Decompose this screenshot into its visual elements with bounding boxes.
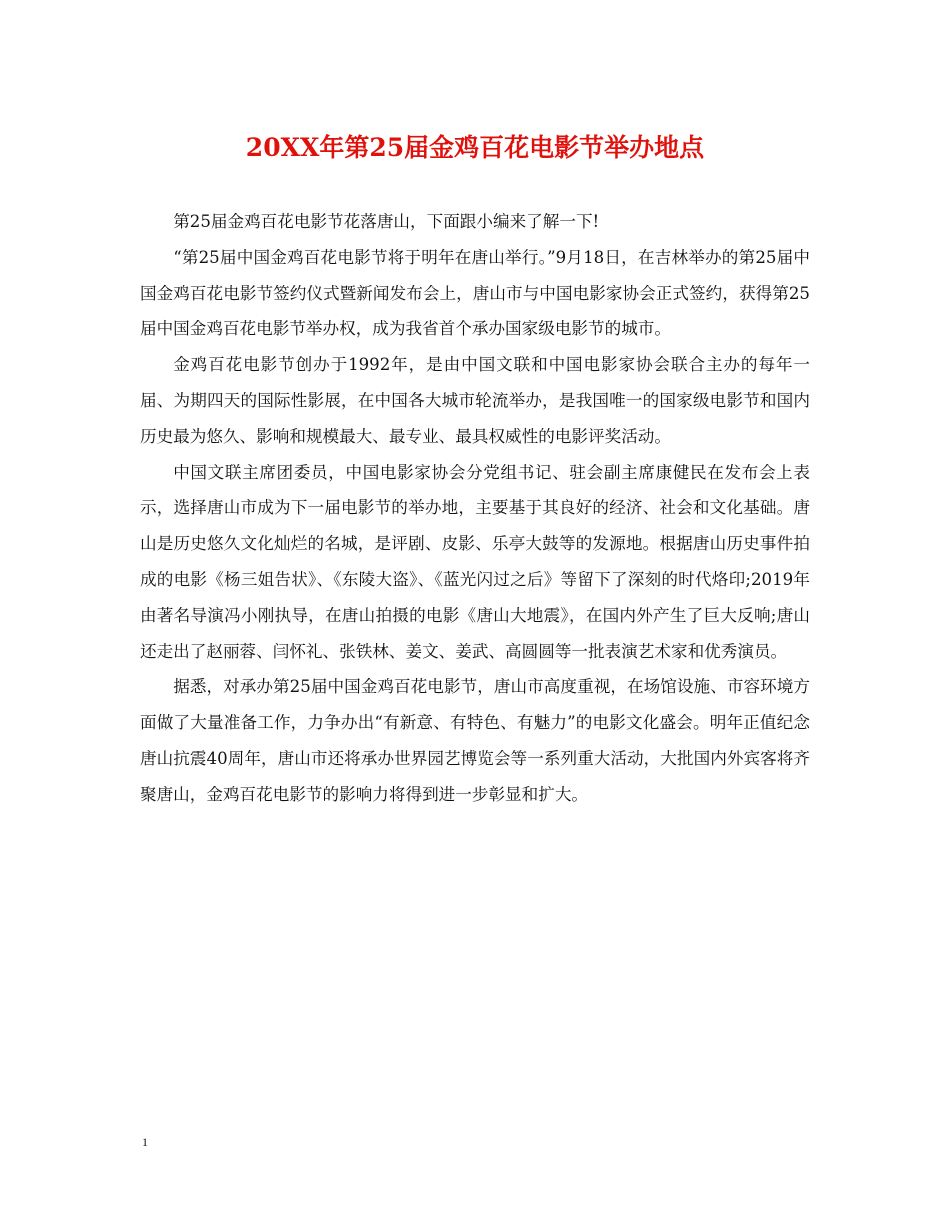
page-number: 1 [142,1135,148,1149]
paragraph-preparation: 据悉，对承办第25届中国金鸡百花电影节，唐山市高度重视，在场馆设施、市容环境方面做了大量准备工作，力争办出“有新意、有特色、有魅力”的电影文化盛会。明年正值纪念唐山抗震40周年，唐山市还将承办世界园艺博览会等一系列重大活动，大批国内外宾客将齐聚唐山，金鸡百花电影节的影响力将得到进一步彰显和扩大。 [140,677,810,804]
paragraph-intro: 第25届金鸡百花电影节花落唐山，下面跟小编来了解一下! [173,212,600,231]
paragraph-announcement: “第25届中国金鸡百花电影节将于明年在唐山举行。”9月18日，在吉林举办的第25届中国金鸡百花电影节签约仪式暨新闻发布会上，唐山市与中国电影家协会正式签约，获得第25届中国金鸡百花电影节举办权，成为我省首个承办国家级电影节的城市。 [140,247,810,339]
paragraph-history: 金鸡百花电影节创办于1992年，是由中国文联和中国电影家协会联合主办的每年一届、为期四天的国际性影展，在中国各大城市轮流举办，是我国唯一的国家级电影节和国内历史最为悠久、影响和规模最大、最专业、最具权威性的电影评奖活动。 [140,355,810,446]
document-title: 20XX年第25届金鸡百花电影节举办地点 [245,133,705,162]
document-body [140,204,810,813]
paragraph-reasons: 中国文联主席团委员，中国电影家协会分党组书记、驻会副主席康健民在发布会上表示，选择唐山市成为下一届电影节的举办地，主要基于其良好的经济、社会和文化基础。唐山是历史悠久文化灿烂的名城，是评剧、皮影、乐亭大鼓等的发源地。根据唐山历史事件拍成的电影《杨三姐告状》、《东陵大盗》、《蓝光闪过之后》等留下了深刻的时代烙印;2019年由著名导演冯小刚执导，在唐山拍摄的电影《唐山大地震》，在国内外产生了巨大反响;唐山还走出了赵丽蓉、闫怀礼、张铁林、姜文、姜武、高圆圆等一批表演艺术家和优秀演员。 [140,462,810,661]
